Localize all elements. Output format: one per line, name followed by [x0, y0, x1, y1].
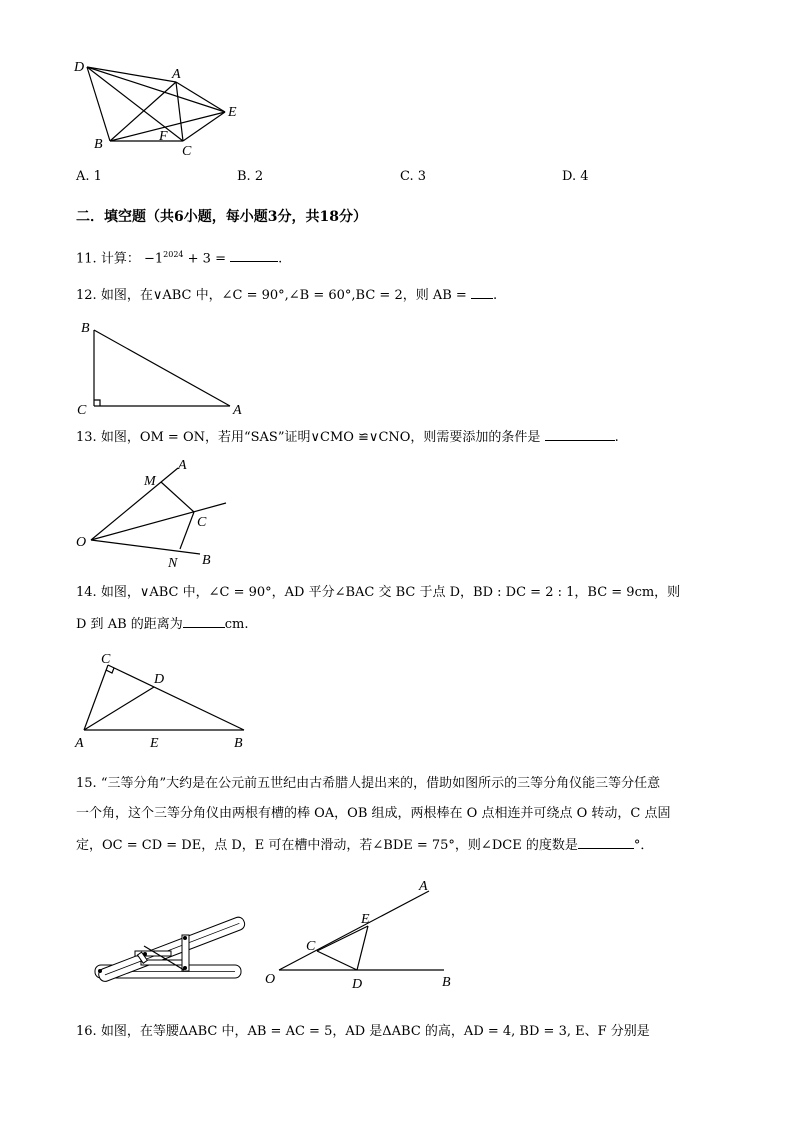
q10-option-d: D. 4 [562, 169, 589, 184]
q10-label-c: C [182, 144, 192, 159]
q14-figure [74, 646, 259, 754]
q15-line3-suffix: °． [633, 838, 654, 853]
q13-number: 13. [76, 430, 97, 445]
q10-label-b: B [94, 137, 103, 152]
q15-label-e: E [361, 912, 370, 927]
q14-text: 如图，∨ABC 中，∠C = 90°，AD 平分∠BAC 交 BC 于点 D，BD : DC = 2 : 1，BC = 9cm，则 [100, 585, 681, 600]
q14-number: 14. [76, 585, 97, 600]
q15-trisector-illustration [88, 898, 248, 988]
q13-label-a: A [178, 458, 187, 473]
q14-label-b: B [234, 736, 243, 751]
q15-line1 [76, 775, 660, 793]
q14-answer-blank[interactable] [183, 615, 225, 628]
q14-line2-suffix: cm. [224, 617, 249, 632]
q13-figure [74, 456, 244, 571]
q12-tail: . [492, 288, 498, 303]
q14-label-a: A [75, 736, 84, 751]
q11-expr-base: −1 [143, 251, 164, 267]
q15-line2: 一个角，这个三等分角仪由两根有槽的棒 OA，OB 组成，两根棒在 O 点相连并可绕点 O 转动，C 点固 [76, 806, 671, 821]
q12-label-c: C [77, 403, 87, 418]
q16-number: 16. [76, 1024, 97, 1039]
q10-label-a: A [172, 67, 181, 82]
q15-label-d: D [352, 977, 363, 992]
q15-label-a: A [419, 879, 428, 894]
q10-label-f: F [159, 129, 168, 144]
q12-label-a: A [233, 403, 242, 418]
q10-label-e: E [228, 105, 237, 120]
q11-answer-blank[interactable] [230, 249, 278, 262]
q11-number: 11. [76, 251, 97, 267]
q15-number: 15. [76, 776, 97, 791]
q10-figure [70, 58, 250, 163]
q11-expr-rest: + 3 = [183, 251, 226, 267]
q13 [76, 428, 619, 447]
q13-label-o: O [76, 535, 87, 550]
q15-label-c: C [306, 939, 316, 954]
q12-text: 如图，在∨ABC 中，∠C = 90°,∠B = 60°,BC = 2，则 AB = [100, 288, 467, 303]
q13-label-n: N [168, 556, 178, 571]
q15-line3-prefix: 定，OC = CD = DE，点 D，E 可在槽中滑动，若∠BDE = 75°，则∠DCE 的度数是 [76, 838, 578, 853]
q12-figure [76, 318, 256, 418]
q16 [76, 1023, 650, 1041]
q15-text1: “三等分角”大约是在公元前五世纪由古希腊人提出来的，借助如图所示的三等分角仪能三等分任意 [100, 776, 661, 791]
q13-text: 如图，OM = ON，若用“SAS”证明∨CMO ≌∨CNO，则需要添加的条件是 [100, 430, 541, 445]
q12-label-b: B [81, 321, 90, 336]
q13-label-b: B [202, 553, 211, 568]
q13-label-m: M [144, 474, 156, 489]
q15-line3 [76, 836, 653, 855]
q14-label-e: E [150, 736, 159, 751]
q12-answer-blank[interactable] [471, 286, 493, 299]
q14-label-d: D [154, 672, 165, 687]
section-heading: 二．填空题（共6小题，每小题3分，共18分） [76, 209, 367, 225]
q11 [76, 246, 282, 268]
q13-answer-blank[interactable] [545, 428, 615, 441]
q11-expr-exponent: 2024 [163, 250, 184, 259]
q14-line1 [76, 584, 680, 602]
q11-prefix: 计算： [100, 251, 140, 267]
q16-text: 如图，在等腰ΔABC 中，AB = AC = 5，AD 是ΔABC 的高，AD = 4, BD = 3, E、F 分别是 [100, 1024, 650, 1039]
q10-option-c: C. 3 [400, 169, 427, 184]
q13-label-c: C [197, 515, 207, 530]
q12 [76, 286, 497, 305]
q10-option-a: A. 1 [76, 169, 102, 184]
q12-number: 12. [76, 288, 97, 303]
q13-tail: . [614, 430, 619, 445]
q14-line2-prefix: D 到 AB 的距离为 [76, 617, 183, 632]
q15-answer-blank[interactable] [578, 836, 634, 849]
q10-label-d: D [74, 60, 85, 75]
q15-figure [262, 878, 462, 993]
q14-label-c: C [101, 652, 111, 667]
q10-option-b: B. 2 [237, 169, 264, 184]
q11-tail: . [278, 251, 283, 267]
q15-label-o: O [265, 972, 276, 987]
q14-line2 [76, 615, 249, 634]
q15-label-b: B [442, 975, 451, 990]
